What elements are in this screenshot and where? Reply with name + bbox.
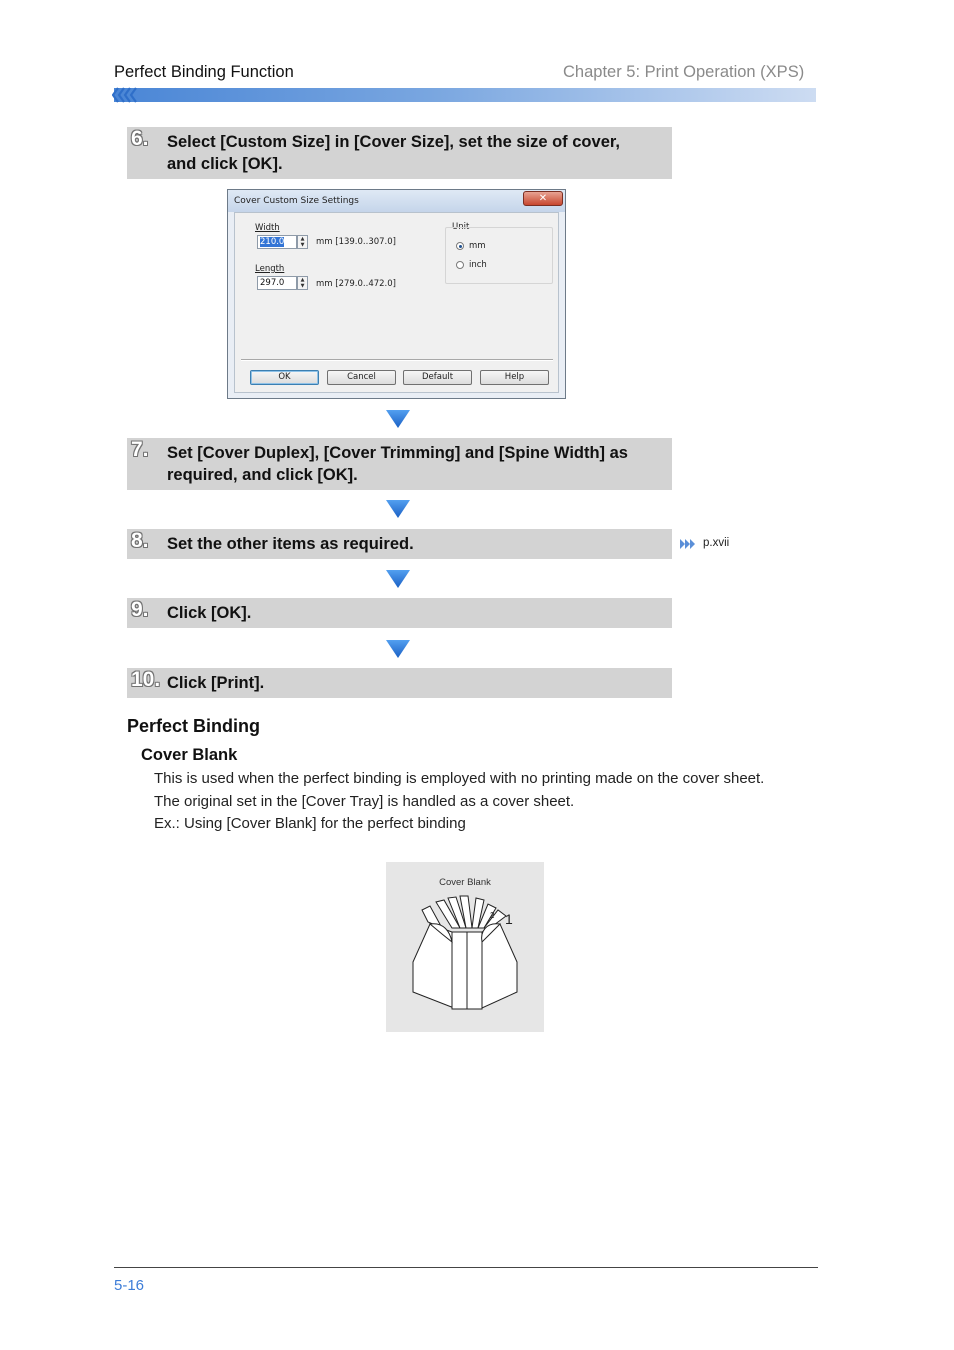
step-text-line: Set [Cover Duplex], [Cover Trimming] and [Spine Width] as (167, 444, 628, 462)
unit-inch-label: inch (469, 260, 487, 270)
length-range: mm [279.0..472.0] (316, 279, 396, 289)
unit-label: Unit (452, 222, 470, 232)
default-button[interactable]: Default (403, 370, 472, 385)
step-number: 9. (131, 598, 149, 621)
paragraph: Ex.: Using [Cover Blank] for the perfect binding (154, 815, 466, 832)
step-text-line: required, and click [OK]. (167, 466, 358, 484)
width-label: Width (255, 223, 280, 233)
step-text-line: Select [Custom Size] in [Cover Size], set the size of cover, (167, 133, 620, 151)
illustration-caption: Cover Blank (439, 877, 491, 888)
page-number: 5-16 (114, 1277, 145, 1294)
step-text (167, 131, 662, 175)
page-label-2: 2 (490, 911, 495, 920)
arrow-down-icon (386, 640, 410, 658)
page-reference-link[interactable] (680, 537, 730, 555)
header-chevrons-icon (112, 86, 138, 104)
unit-inch-radio[interactable] (456, 261, 464, 269)
section-title: Perfect Binding Function (114, 63, 294, 81)
cover-custom-size-dialog (227, 189, 566, 399)
arrow-down-icon (386, 570, 410, 588)
dialog-body (234, 212, 559, 393)
step-9 (127, 598, 672, 628)
paragraph: This is used when the perfect binding is employed with no printing made on the cover sheet. (154, 770, 765, 787)
step-text-line: and click [OK]. (167, 155, 283, 173)
length-label: Length (255, 264, 285, 274)
cover-blank-illustration (386, 862, 544, 1032)
section-heading: Perfect Binding (127, 716, 261, 736)
cancel-button[interactable]: Cancel (327, 370, 396, 385)
width-field[interactable] (257, 235, 297, 249)
width-value: 210.0 (260, 237, 285, 247)
arrow-down-icon (386, 500, 410, 518)
step-10 (127, 668, 672, 698)
step-6 (127, 127, 672, 179)
step-text (167, 442, 662, 486)
dialog-titlebar (228, 190, 565, 212)
width-stepper[interactable]: ▲ ▼ (297, 235, 308, 249)
dialog-divider (241, 359, 553, 361)
open-book-icon (386, 862, 544, 1032)
reference-chevrons-icon (680, 538, 698, 550)
subsection-heading: Cover Blank (141, 746, 238, 764)
help-button[interactable]: Help (480, 370, 549, 385)
close-button[interactable]: ✕ (523, 191, 563, 206)
paragraph: The original set in the [Cover Tray] is handled as a cover sheet. (154, 793, 575, 810)
chapter-title: Chapter 5: Print Operation (XPS) (563, 63, 805, 81)
step-number: 8. (131, 529, 149, 552)
width-range: mm [139.0..307.0] (316, 237, 396, 247)
step-text: Click [OK]. (167, 604, 252, 622)
page-label-1: 1 (505, 911, 513, 927)
length-field[interactable]: 297.0 (257, 276, 297, 290)
ok-button[interactable]: OK (250, 370, 319, 385)
step-number: 6. (131, 127, 149, 150)
step-8 (127, 529, 672, 559)
reference-text: p.xvii (703, 537, 730, 549)
unit-mm-radio[interactable] (456, 242, 464, 250)
footer-divider (114, 1267, 818, 1268)
unit-mm-label: mm (469, 241, 486, 251)
step-text: Click [Print]. (167, 674, 265, 692)
unit-group (445, 227, 553, 284)
step-number: 7. (131, 438, 149, 461)
step-7 (127, 438, 672, 490)
dialog-title: Cover Custom Size Settings (234, 196, 359, 206)
header-gradient-bar (114, 88, 816, 102)
length-stepper[interactable]: ▲ ▼ (297, 276, 308, 290)
arrow-down-icon (386, 410, 410, 428)
step-text: Set the other items as required. (167, 535, 414, 553)
step-number: 10. (131, 668, 161, 691)
